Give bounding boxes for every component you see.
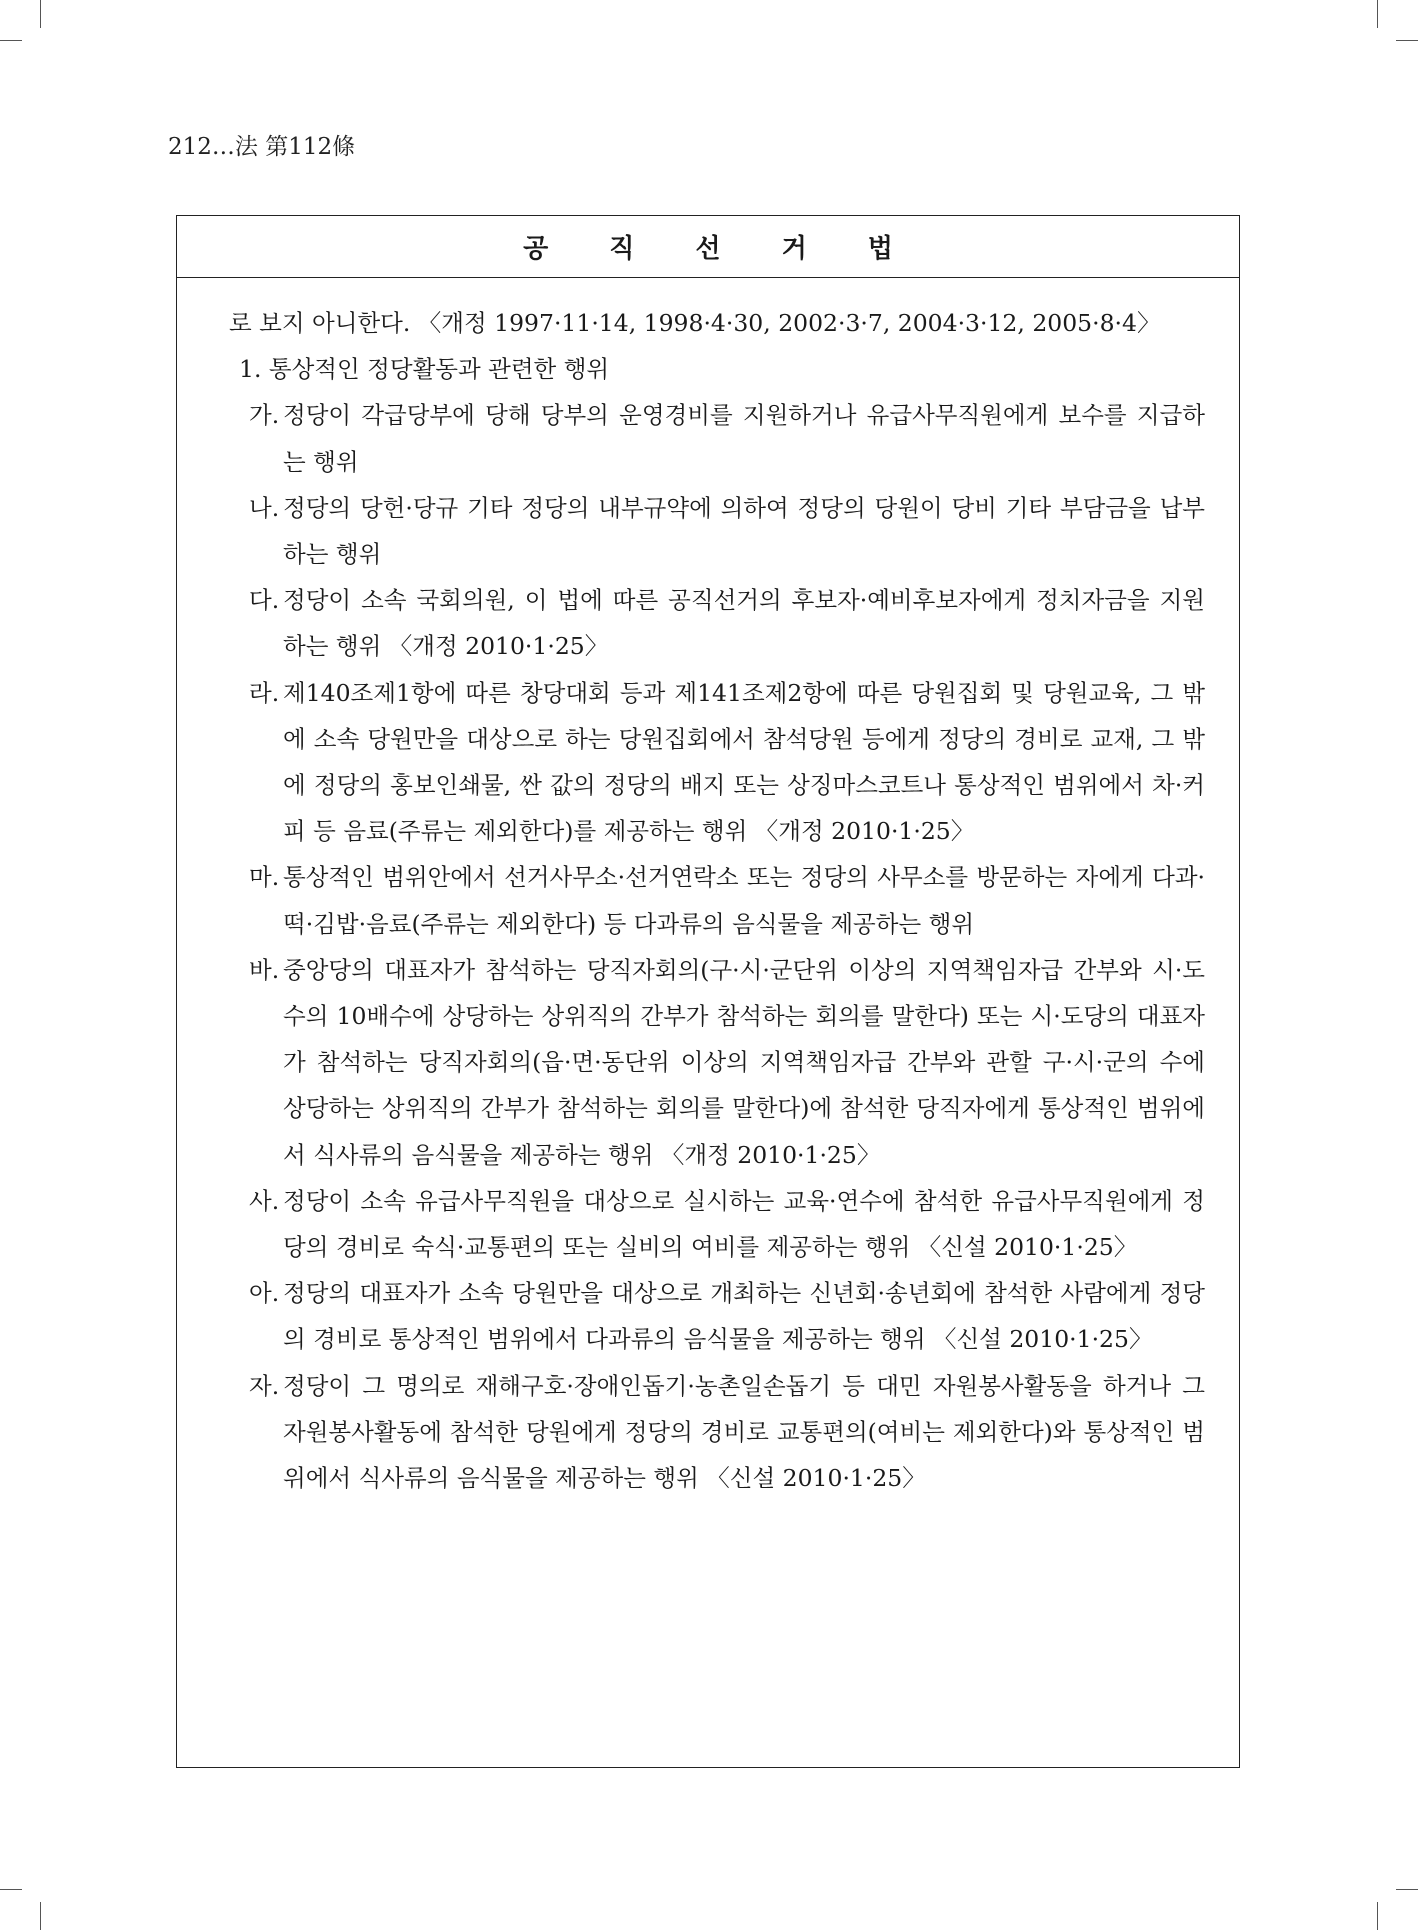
sub-item-marker: 가. — [249, 401, 280, 430]
crop-mark-bottom-left-h — [0, 1889, 22, 1890]
crop-mark-bottom-left-v — [40, 1902, 41, 1930]
sub-item-text: 정당이 소속 국회의원, 이 법에 따른 공직선거의 후보자·예비후보자에게 정치자금을 지원하는 행위 〈개정 2010·1·25〉 — [283, 586, 1205, 661]
sub-item-marker: 나. — [249, 493, 280, 522]
sub-item-text: 제140조제1항에 따른 창당대회 등과 제141조제2항에 따른 당원집회 및 당원교육, 그 밖에 소속 당원만을 대상으로 하는 당원집회에서 참석당원 등에게 정당의 경비로 교재, 그 밖에 정당의 홍보인쇄물, 싼 값의 정당의 배지 또는 상징마스코트나 통상적인 범위에서 차·커피 등 음료(주류는 제외한다)를 제공하는 행위 〈개정 2010·1·25〉 — [283, 678, 1205, 846]
sub-item-ma — [249, 854, 1205, 946]
crop-mark-top-left-v — [40, 0, 41, 28]
sub-item-marker: 자. — [249, 1371, 280, 1400]
box-body — [177, 278, 1239, 1501]
sub-item-marker: 라. — [249, 678, 280, 707]
law-text-box — [176, 215, 1240, 1768]
sub-item-ra — [249, 670, 1205, 855]
intro-paragraph: 로 보지 아니한다. 〈개정 1997·11·14, 1998·4·30, 2002·3·7, 2004·3·12, 2005·8·4〉 — [229, 309, 1161, 337]
sub-item-marker: 다. — [249, 586, 280, 615]
sub-item-na — [249, 485, 1205, 577]
crop-mark-top-right-h — [1396, 40, 1418, 41]
sub-item-text: 정당이 그 명의로 재해구호·장애인돕기·농촌일손돕기 등 대민 자원봉사활동을 하거나 그 자원봉사활동에 참석한 당원에게 정당의 경비로 교통편의(여비는 제외한다)와 통상적인 범위에서 식사류의 음식물을 제공하는 행위 〈신설 2010·1·25〉 — [283, 1371, 1205, 1493]
sub-item-marker: 사. — [249, 1186, 280, 1215]
crop-mark-top-right-v — [1377, 0, 1378, 28]
box-title: 공 직 선 거 법 — [177, 216, 1239, 278]
crop-mark-bottom-right-h — [1396, 1889, 1418, 1890]
sub-item-ga — [249, 392, 1205, 484]
sub-item-text: 정당이 소속 유급사무직원을 대상으로 실시하는 교육·연수에 참석한 유급사무직원에게 정당의 경비로 숙식·교통편의 또는 실비의 여비를 제공하는 행위 〈신설 2010·1·25〉 — [283, 1186, 1205, 1262]
item-1: 1. 통상적인 정당활동과 관련한 행위 — [239, 355, 610, 384]
sub-item-text: 정당의 대표자가 소속 당원만을 대상으로 개최하는 신년회·송년회에 참석한 사람에게 정당의 경비로 통상적인 범위에서 다과류의 음식물을 제공하는 행위 〈신설 2010·1·25〉 — [283, 1279, 1205, 1354]
sub-item-text: 통상적인 범위안에서 선거사무소·선거연락소 또는 정당의 사무소를 방문하는 자에게 다과·떡·김밥·음료(주류는 제외한다) 등 다과류의 음식물을 제공하는 행위 — [283, 863, 1205, 938]
sub-item-text: 정당이 각급당부에 당해 당부의 운영경비를 지원하거나 유급사무직원에게 보수를 지급하는 행위 — [283, 401, 1205, 476]
sub-item-a — [249, 1270, 1205, 1362]
sub-item-text: 정당의 당헌·당규 기타 정당의 내부규약에 의하여 정당의 당원이 당비 기타 부담금을 납부하는 행위 — [283, 493, 1205, 569]
sub-item-marker: 마. — [249, 863, 280, 892]
sub-item-ba — [249, 947, 1205, 1178]
sub-item-text: 중앙당의 대표자가 참석하는 당직자회의(구·시·군단위 이상의 지역책임자급 간부와 시·도수의 10배수에 상당하는 상위직의 간부가 참석하는 회의를 말한다) 또는 시·도당의 대표자가 참석하는 당직자회의(읍·면·동단위 이상의 지역책임자급 간부와 관할 구·시·군의 수에 상당하는 상위직의 간부가 참석하는 회의를 말한다)에 참석한 당직자에게 통상적인 범위에서 식사류의 음식물을 제공하는 행위 〈개정 2010·1·25〉 — [283, 955, 1205, 1169]
page-header: 212…法 第112條 — [168, 134, 356, 160]
sub-item-ja — [249, 1363, 1205, 1502]
crop-mark-top-left-h — [0, 40, 22, 41]
sub-item-marker: 바. — [249, 955, 280, 984]
sub-item-marker: 아. — [249, 1279, 280, 1308]
crop-mark-bottom-right-v — [1377, 1902, 1378, 1930]
sub-item-sa — [249, 1178, 1205, 1270]
sub-item-da — [249, 577, 1205, 669]
